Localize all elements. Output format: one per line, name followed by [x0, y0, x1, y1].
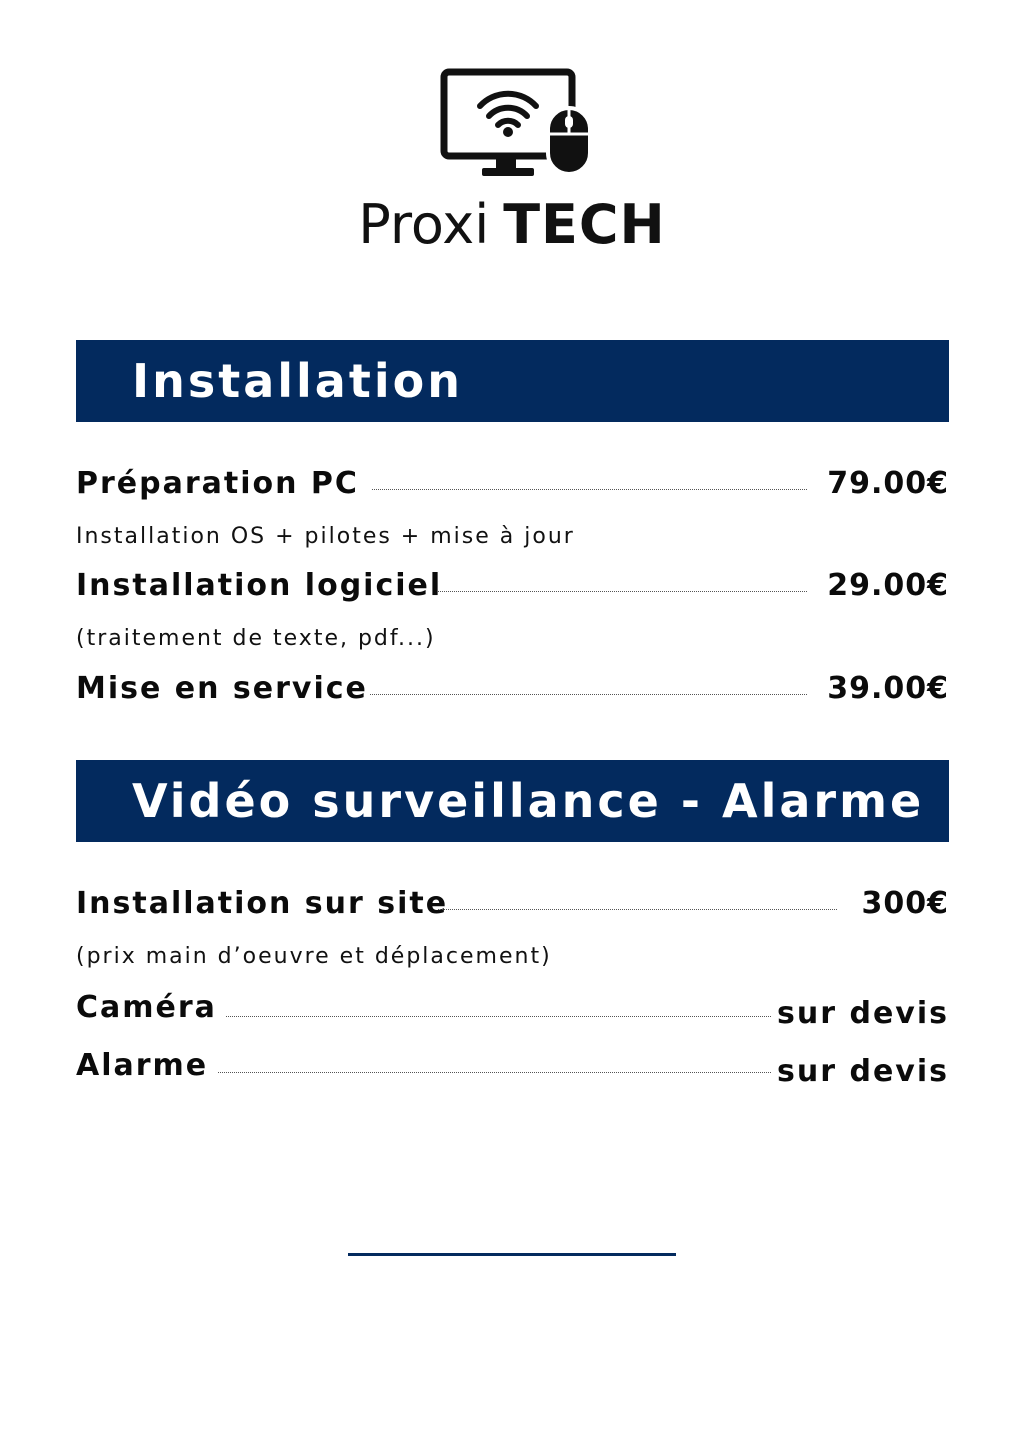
service-price: 39.00€ [827, 671, 949, 706]
section-banner-installation [76, 340, 949, 422]
price-row [76, 986, 949, 1036]
section-banner-video-surveillance [76, 760, 949, 842]
service-name: Caméra [76, 990, 217, 1025]
section-title: Installation [132, 354, 463, 408]
dotted-leader [438, 909, 837, 910]
section-title: Vidéo surveillance - Alarme [132, 774, 925, 828]
brand-name-bold: TECH [503, 193, 666, 256]
service-price: 79.00€ [827, 466, 949, 501]
dotted-leader [218, 1072, 771, 1073]
service-name: Installation logiciel [76, 568, 443, 603]
monitor-wifi-mouse-icon [440, 68, 596, 180]
brand-name-light: Proxi [358, 193, 490, 256]
price-row [76, 882, 949, 932]
service-note: (prix main d’oeuvre et déplacement) [76, 944, 552, 969]
service-name: Mise en service [76, 671, 368, 706]
service-note: Installation OS + pilotes + mise à jour [76, 524, 575, 549]
price-row [76, 1044, 949, 1094]
dotted-leader [226, 1016, 771, 1017]
dotted-leader [370, 694, 807, 695]
price-row [76, 667, 949, 717]
service-name: Installation sur site [76, 886, 449, 921]
price-row [76, 564, 949, 614]
footer-divider [348, 1253, 676, 1256]
service-price: 300€ [861, 886, 949, 921]
service-name: Alarme [76, 1048, 209, 1083]
brand-name [0, 190, 1024, 260]
dotted-leader [372, 489, 807, 490]
price-row [76, 462, 949, 512]
service-price: 29.00€ [827, 568, 949, 603]
dotted-leader [438, 591, 807, 592]
service-note: (traitement de texte, pdf...) [76, 626, 436, 651]
service-name: Préparation PC [76, 466, 359, 501]
service-price: sur devis [777, 996, 949, 1031]
service-price: sur devis [777, 1054, 949, 1089]
